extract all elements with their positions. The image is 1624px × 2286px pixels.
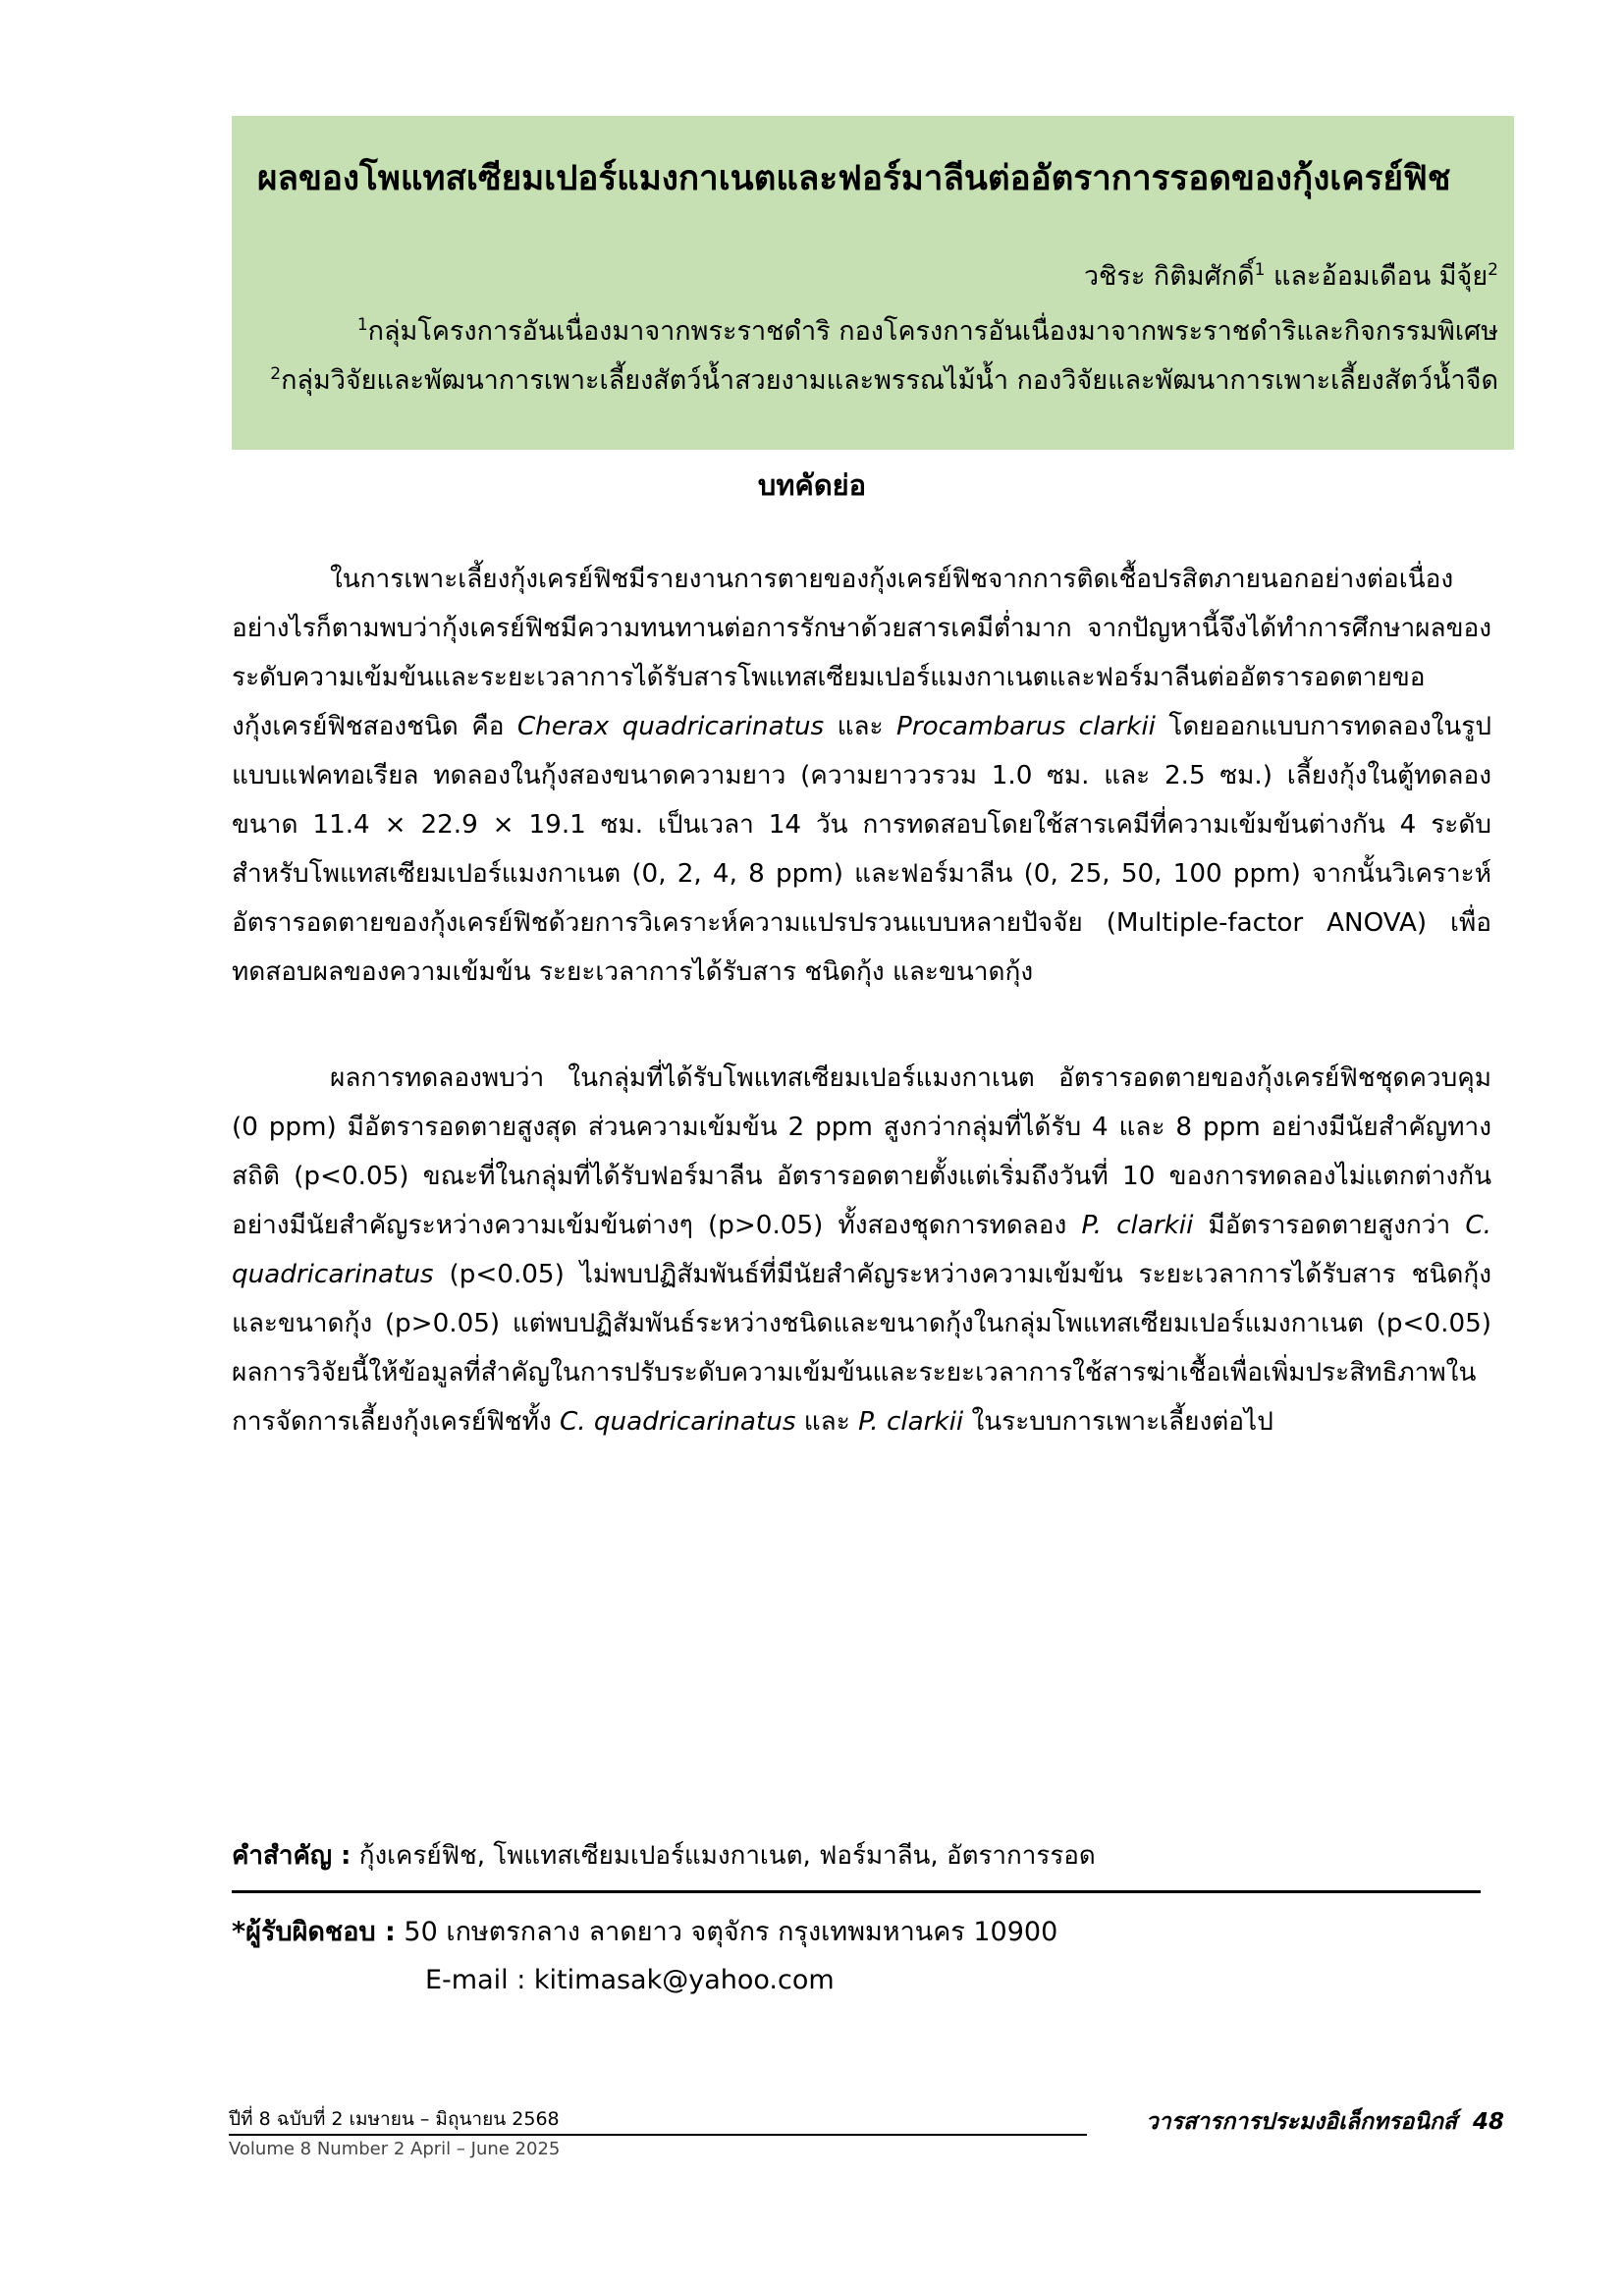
page-number: 48 bbox=[1472, 2109, 1504, 2135]
species-name: C. quadricarinatus bbox=[559, 1407, 796, 1437]
author-2: และอ้อมเดือน มีจุ้ย bbox=[1265, 261, 1489, 292]
species-name: Procambarus clarkii bbox=[896, 712, 1156, 741]
p2-text-a: ผลการทดลองพบว่า ในกลุ่มที่ได้รับโพแทสเซียมเปอร์แมงกาเนต อัตรารอดตายของกุ้งเครย์ฟิชชุดควบคุม (0 ppm) มีอัตรารอดตายสูงสุด ส่วนความเข้มข้น 2 ppm สูงกว่ากลุ่มที่ได้รับ 4 และ 8 ppm อย่างมีนัยสำคัญทางสถิติ (p<0.05) ขณะที่ในกลุ่มที่ได้รับฟอร์มาลีน อัตรารอดตายตั้งแต่เริ่มถึงวันที่ 10 ของการทดลองไม่แตกต่างกันอย่างมีนัยสำคัญระหว่างความเข้มข้นต่างๆ (p>0.05) ทั้งสองชุดการทดลอง bbox=[232, 1063, 1491, 1240]
abstract-heading: บทคัดย่อ bbox=[757, 468, 867, 502]
author-1-sup: 1 bbox=[1254, 260, 1266, 280]
affiliation-2-text: กลุ่มวิจัยและพัฒนาการเพาะเลี้ยงสัตว์น้ำสวยงามและพรรณไม้น้ำ กองวิจัยและพัฒนาการเพาะเลี้ยงสัตว์น้ำจืด bbox=[281, 365, 1498, 396]
affiliation-1 bbox=[357, 312, 1498, 352]
keywords-label: คำสำคัญ : bbox=[232, 1841, 352, 1871]
author-1: วชิระ กิติมศักดิ์ bbox=[1083, 261, 1255, 292]
species-name: Cherax quadricarinatus bbox=[516, 712, 825, 741]
affiliation-2-sup: 2 bbox=[270, 364, 282, 384]
species-name: P. clarkii bbox=[1081, 1211, 1194, 1240]
footer-issue-en: Volume 8 Number 2 April – June 2025 bbox=[229, 2139, 561, 2159]
footer-divider bbox=[229, 2134, 1087, 2136]
paper-title: ผลของโพแทสเซียมเปอร์แมงกาเนตและฟอร์มาลีนต่ออัตราการรอดของกุ้งเครย์ฟิช bbox=[257, 159, 1451, 198]
journal-name: วารสารการประมงอิเล็กทรอนิกส์ bbox=[1145, 2109, 1457, 2135]
contact-label: *ผู้รับผิดชอบ : bbox=[232, 1917, 396, 1947]
contact-address: 50 เกษตรกลาง ลาดยาว จตุจักร กรุงเทพมหานคร 10900 bbox=[395, 1917, 1058, 1947]
p2-text-b: มีอัตรารอดตายสูงกว่า bbox=[1193, 1211, 1466, 1240]
p1-text-b: และ bbox=[824, 712, 897, 741]
p2-text-d: และ bbox=[795, 1407, 859, 1437]
p2-text-e: ในระบบการเพาะเลี้ยงต่อไป bbox=[963, 1407, 1273, 1437]
species-name: C. quadricarinatus bbox=[232, 1211, 1491, 1289]
species-name: P. clarkii bbox=[858, 1407, 964, 1437]
p2-text-c: (p<0.05) ไม่พบปฏิสัมพันธ์ที่มีนัยสำคัญระหว่างความเข้มข้น ระยะเวลาการได้รับสาร ชนิดกุ้ง และขนาดกุ้ง (p>0.05) แต่พบปฏิสัมพันธ์ระหว่างชนิดและขนาดกุ้งในกลุ่มโพแทสเซียมเปอร์แมงกาเนต (p<0.05) ผลการวิจัยนี้ให้ข้อมูลที่สำคัญในการปรับระดับความเข้มข้นและระยะเวลาการใช้สารฆ่าเชื้อเพื่อเพิ่มประสิทธิภาพในการจัดการเลี้ยงกุ้งเครย์ฟิชทั้ง bbox=[232, 1260, 1491, 1437]
affiliation-1-text: กลุ่มโครงการอันเนื่องมาจากพระราชดำริ กองโครงการอันเนื่องมาจากพระราชดำริและกิจกรรมพิเศษ bbox=[367, 316, 1498, 347]
keywords bbox=[232, 1836, 1096, 1876]
affiliation-2 bbox=[270, 361, 1498, 401]
contact-email: E-mail : kitimasak@yahoo.com bbox=[425, 1965, 835, 1995]
keywords-text: กุ้งเครย์ฟิช, โพแทสเซียมเปอร์แมงกาเนต, ฟอร์มาลีน, อัตราการรอด bbox=[351, 1841, 1096, 1871]
author-line bbox=[1084, 257, 1498, 297]
abstract-paragraph-2 bbox=[232, 1054, 1491, 1446]
footer-journal bbox=[1146, 2106, 1504, 2138]
p1-text-c: โดยออกแบบการทดลองในรูปแบบแฟคทอเรียล ทดลองในกุ้งสองขนาดความยาว (ความยาววรวม 1.0 ซม. และ 2.5 ซม.) เลี้ยงกุ้งในตู้ทดลองขนาด 11.4 × 22.9 × 19.1 ซม. เป็นเวลา 14 วัน การทดสอบโดยใช้สารเคมีที่ความเข้มข้นต่างกัน 4 ระดับ สำหรับโพแทสเซียมเปอร์แมงกาเนต (0, 2, 4, 8 ppm) และฟอร์มาลีน (0, 25, 50, 100 ppm) จากนั้นวิเคราะห์อัตรารอดตายของกุ้งเครย์ฟิชด้วยการวิเคราะห์ความแปรปรวนแบบหลายปัจจัย (Multiple-factor ANOVA) เพื่อทดสอบผลของความเข้มข้น ระยะเวลาการได้รับสาร ชนิดกุ้ง และขนาดกุ้ง bbox=[232, 712, 1491, 987]
abstract-paragraph-1 bbox=[232, 555, 1491, 997]
corresponding-author bbox=[232, 1913, 1057, 1952]
keywords-divider bbox=[232, 1890, 1481, 1893]
affiliation-1-sup: 1 bbox=[356, 315, 368, 335]
p1-text-a: ในการเพาะเลี้ยงกุ้งเครย์ฟิชมีรายงานการตายของกุ้งเครย์ฟิชจากการติดเชื้อปรสิตภายนอกอย่างต่อเนื่อง อย่างไรก็ตามพบว่ากุ้งเครย์ฟิชมีความทนทานต่อการรักษาด้วยสารเคมีต่ำมาก จากปัญหานี้จึงได้ทำการศึกษาผลของระดับความเข้มข้นและระยะเวลาการได้รับสารโพแทสเซียมเปอร์แมงกาเนตและฟอร์มาลีนต่ออัตรารอดตายของกุ้งเครย์ฟิชสองชนิด คือ bbox=[232, 565, 1491, 741]
footer-issue-th: ปีที่ 8 ฉบับที่ 2 เมษายน – มิถุนายน 2568 bbox=[229, 2108, 560, 2130]
author-2-sup: 2 bbox=[1488, 260, 1498, 280]
